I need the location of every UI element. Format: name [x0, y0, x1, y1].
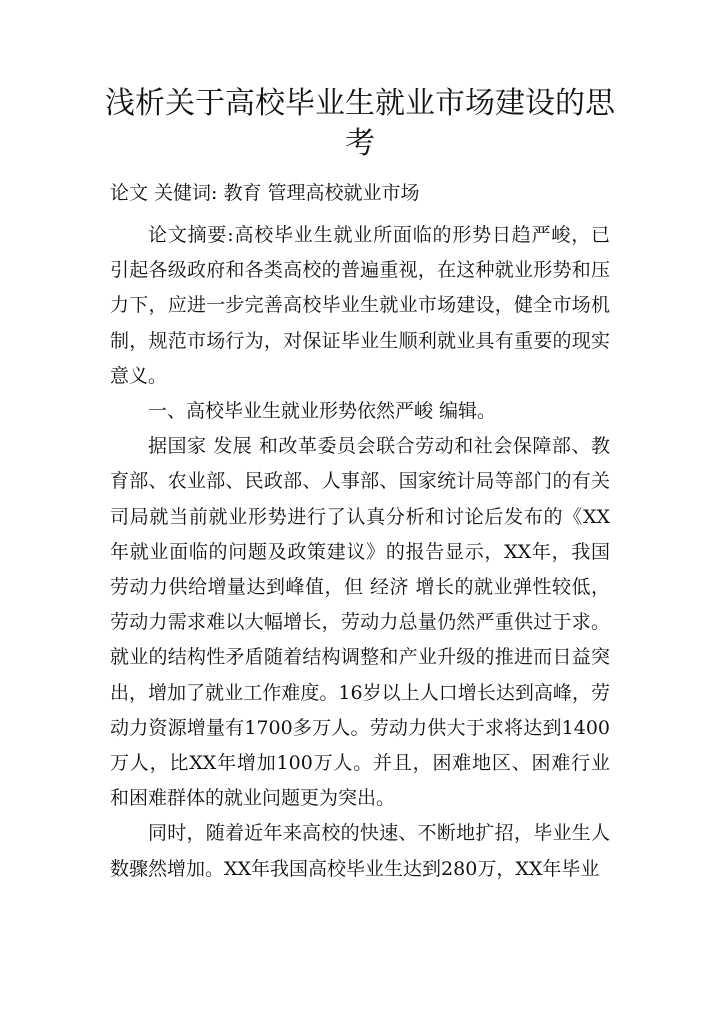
document-title: 浅析关于高校毕业生就业市场建设的思考	[105, 86, 615, 161]
body-paragraph: 据国家 发展 和改革委员会联合劳动和社会保障部、教育部、农业部、民政部、人事部、国家统计局等部门的有关司局就当前就业形势进行了认真分析和讨论后发布的《XX年就业面临的问题及政策建议》的报告显示，XX年，我国劳动力供给增量达到峰值，但 经济 增长的就业弹性较低，劳动力需求难以大幅增长，劳动力总量仍然严重供过于求。就业的结构性矛盾随着结构调整和产业升级的推进而日益突出，增加了就业工作难度。16岁以上人口增长达到高峰，劳动力资源增量有1700多万人。劳动力供大于求将达到1400万人，比XX年增加100万人。并且，困难地区、困难行业和困难群体的就业问题更为突出。	[110, 435, 610, 810]
section-heading: 一、高校毕业生就业形势依然严峻 编辑。	[148, 400, 497, 423]
document-body	[110, 218, 610, 887]
keywords-line: 论文 关健词: 教育 管理高校就业市场	[110, 182, 420, 204]
body-paragraph: 同时，随着近年来高校的快速、不断地扩招，毕业生人数骤然增加。XX年我国高校毕业生达到280万，XX年毕业	[110, 822, 610, 880]
abstract-paragraph: 论文摘要:高校毕业生就业所面临的形势日趋严峻，已引起各级政府和各类高校的普遍重视，在这种就业形势和压力下，应进一步完善高校毕业生就业市场建设，健全市场机制，规范市场行为，对保证毕业生顺利就业具有重要的现实意义。	[110, 224, 610, 387]
